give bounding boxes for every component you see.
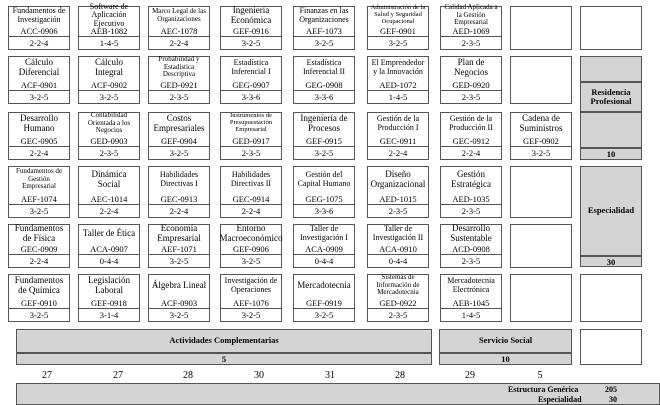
course-name: El Emprendedor y la Innovación [371,58,425,76]
course-code: GED-0921 [160,80,198,90]
course-credits: 3-2-5 [221,36,281,49]
course-credits: 1-4-5 [79,36,139,49]
empty-slot [510,274,572,322]
course-cell [148,224,210,268]
course-name: Ingeniería Económica [230,5,272,25]
course-cell [8,224,70,268]
course-credits: 2-3-5 [441,204,501,217]
course-cell [220,274,282,322]
generica-label: Estructura Genérica [508,385,579,394]
course-name: Habilidades Directivas II [230,170,272,188]
course-credits: 2-2-4 [79,204,139,217]
residencia-credits: 10 [580,148,642,160]
servicio-social-label: Servicio Social [439,329,572,353]
course-name: Cálculo Integral [95,57,123,77]
course-code: AED-1069 [452,26,490,36]
course-cell [367,112,429,160]
course-cell [440,3,502,50]
course-name: Taller de Investigación II [372,224,424,242]
course-name: Fundamentos de Física [14,223,64,243]
course-cell [440,112,502,160]
empty-slot [580,6,642,50]
course-credits: 3-3-6 [294,90,354,103]
course-name: Desarrollo Humano [20,113,58,133]
course-name: Taller de Investigación I [300,224,348,242]
course-name: Habilidades Directivas I [159,170,199,188]
empty-slot [510,6,572,50]
course-cell [367,274,429,322]
course-name: Gestión de la Producción I [376,114,420,132]
course-credits: 3-1-4 [79,308,139,321]
especialidad-summary-value: 30 [609,395,617,404]
course-credits: 3-3-6 [294,204,354,217]
course-credits: 2-3-5 [441,36,501,49]
course-cell [8,112,70,160]
course-cell [148,6,210,50]
course-credits: 3-2-5 [9,90,69,103]
course-credits: 2-2-4 [149,36,209,49]
course-cell [148,56,210,104]
course-code: GEF-0918 [91,298,127,308]
course-name: Cálculo Diferencial [18,57,60,77]
course-code: ACC-0906 [20,26,58,36]
course-code: AEF-1071 [161,244,197,254]
course-cell [78,274,140,322]
course-credits: 2-3-5 [221,146,281,159]
empty-slot [510,56,572,104]
course-cell [510,112,572,160]
course-credits: 0-4-4 [294,254,354,267]
course-code: GEF-0904 [161,136,197,146]
especialidad-credits: 30 [580,256,642,267]
course-code: AEB-1045 [452,298,490,308]
course-credits: 2-2-4 [441,146,501,159]
course-cell [367,224,429,268]
course-code: GEC-0912 [452,136,490,146]
course-code: GEF-0910 [21,298,57,308]
course-name: Probabilidad y Estadística Descriptiva [158,55,200,79]
course-cell [220,112,282,160]
course-code: ACA-0907 [90,244,128,254]
course-name: Fundamentos de Investigación [12,6,66,24]
servicio-social-credits: 10 [439,353,572,365]
course-credits: 1-4-5 [441,308,501,321]
course-name: Estadística Inferencial II [303,58,345,76]
course-code: GEF-0902 [523,136,559,146]
course-cell [220,224,282,268]
course-name: Investigación de Operaciones [224,276,278,294]
residencia-label: Residencia Profesional [580,82,642,112]
course-name: Taller de Ética [82,227,136,238]
course-code: GEF-0901 [380,26,416,36]
course-name: Ingeniería de Procesos [300,113,348,133]
empty-slot [510,166,572,218]
course-name: Gestión Estratégica [451,169,491,189]
course-credits: 2-3-5 [368,308,428,321]
course-credits: 3-2-5 [294,146,354,159]
semester-total: 28 [395,370,405,381]
course-cell [440,166,502,218]
course-name: Desarrollo Sustentable [450,223,492,243]
course-name: Economía Empresarial [157,223,201,243]
course-cell [78,166,140,218]
course-cell [293,166,355,218]
course-cell [440,274,502,322]
course-code: AEC-1078 [160,26,198,36]
course-cell [440,56,502,104]
course-cell [78,112,140,160]
course-name: Marco Legal de las Organizaciones [152,7,206,23]
generica-value: 205 [605,385,617,394]
course-cell [78,56,140,104]
semester-total: 28 [183,370,193,381]
semester-total: 27 [42,370,52,381]
course-code: ACA-0909 [305,244,343,254]
course-code: GEC-0911 [379,136,417,146]
course-cell [440,224,502,268]
course-credits: 2-2-4 [368,146,428,159]
course-name: Costos Empresariales [153,113,205,133]
course-code: AEB-1082 [90,26,128,36]
course-code: ACA-0910 [379,244,417,254]
course-code: AED-1015 [379,194,417,204]
course-cell [220,6,282,50]
course-code: GEF-0915 [306,136,342,146]
course-code: GED-0920 [452,80,490,90]
empty-slot [510,224,572,268]
course-credits: 3-2-5 [511,146,571,159]
course-cell [78,1,140,50]
course-name: Mercadotecnia Electrónica [447,276,495,294]
course-name: Contabilidad Orientada a los Negocios [87,111,131,135]
course-cell [220,56,282,104]
course-code: GEC-0913 [160,194,198,204]
course-code: GEC-0909 [20,244,58,254]
course-credits: 2-3-5 [368,204,428,217]
course-code: GEF-0916 [233,26,269,36]
course-credits: 3-2-5 [149,308,209,321]
empty-slot [580,274,642,322]
course-name: Estadística Inferencial I [231,58,271,76]
course-name: Fundamentos de Gestión Empresarial [15,167,63,191]
course-code: AEF-1074 [21,194,57,204]
course-name: Legislación Laboral [88,275,130,295]
actividades-complementarias-label: Actividades Complementarias [16,329,432,353]
course-credits: 2-2-4 [9,146,69,159]
course-code: GED-0922 [379,298,417,308]
course-credits: 3-2-5 [149,146,209,159]
course-credits: 3-2-5 [368,36,428,49]
course-code: ACF-0901 [20,80,58,90]
course-credits: 2-3-5 [441,90,501,103]
course-cell [367,6,429,50]
course-code: AEF-1076 [233,298,269,308]
semester-total: 27 [113,370,123,381]
course-name: Finanzas en las Organizaciones [299,6,349,24]
course-credits: 3-3-6 [221,90,281,103]
course-cell [293,56,355,104]
course-code: GEG-1075 [305,194,343,204]
especialidad-label: Especialidad [580,166,642,256]
actividades-complementarias-credits: 5 [16,353,432,365]
course-code: GED-0917 [232,136,270,146]
course-credits: 3-2-5 [221,308,281,321]
course-credits: 2-3-5 [441,254,501,267]
semester-total: 31 [325,370,335,381]
course-cell [220,166,282,218]
course-credits: 3-2-5 [9,204,69,217]
course-credits: 3-2-5 [79,90,139,103]
course-credits: 0-4-4 [79,254,139,267]
course-credits: 3-2-5 [294,308,354,321]
course-cell [8,6,70,50]
course-cell [293,6,355,50]
course-code: GEC-0905 [20,136,58,146]
course-name: Sistemas de Información de Mercadotecnia [376,273,420,297]
course-name: Instrumentos de Presupuestación Empresarial [229,112,273,133]
course-credits: 2-2-4 [9,254,69,267]
course-cell [78,224,140,268]
course-cell [293,224,355,268]
course-name: Álgebra Lineal [151,279,207,290]
course-code: GEG-0907 [232,80,270,90]
course-credits: 3-2-5 [294,36,354,49]
course-credits: 2-3-5 [79,146,139,159]
course-cell [293,274,355,322]
course-credits: 3-2-5 [149,254,209,267]
course-name: Plan de Negocios [454,57,488,77]
course-name: Diseño Organizacional [370,169,426,189]
course-name: Mercadotecnia [297,279,351,290]
course-cell [148,166,210,218]
course-name: Fundamentos de Química [14,275,64,295]
course-name: Calidad Aplicada a la Gestión Empresarial [444,3,498,27]
course-code: AED-1072 [379,80,417,90]
course-name: Gestión del Capital Humano [297,170,351,188]
residencia-body-block [580,112,642,148]
course-cell [367,56,429,104]
course-code: GEG-0908 [305,80,343,90]
course-credits: 2-3-5 [149,90,209,103]
semester-total: 5 [537,370,543,381]
course-credits: 2-2-4 [9,36,69,49]
residencia-top-block [580,56,642,82]
course-cell [8,166,70,218]
empty-slot [580,329,642,365]
semester-total: 30 [254,370,264,381]
course-cell [8,274,70,322]
course-cell [148,274,210,322]
course-name: Administración de la Salud y Seguridad Ocupacional [370,4,426,25]
course-cell [8,56,70,104]
course-code: AED-1035 [452,194,490,204]
course-code: AEF-1073 [306,26,342,36]
course-code: AEC-1014 [90,194,128,204]
semester-total: 29 [465,370,475,381]
course-code: GED-0903 [90,136,128,146]
course-code: ACF-0902 [90,80,128,90]
course-name: Gestión de la Producción II [449,114,493,132]
course-name: Entorno Macroeconómico [219,223,283,243]
course-credits: 2-2-4 [221,204,281,217]
course-credits: 3-2-5 [9,308,69,321]
course-credits: 3-2-5 [221,254,281,267]
course-name: Cadena de Suministros [519,113,563,133]
course-cell [367,166,429,218]
especialidad-summary-label: Especialidad [538,395,582,404]
course-credits: 0-4-4 [368,254,428,267]
course-code: ACF-0903 [160,298,198,308]
course-code: GEC-0914 [232,194,270,204]
course-code: GEF-0919 [306,298,342,308]
course-credits: 2-2-4 [149,204,209,217]
course-credits: 1-4-5 [368,90,428,103]
course-cell [293,112,355,160]
course-code: ACD-0908 [452,244,490,254]
course-name: Software de Aplicación Ejecutivo [89,1,129,28]
course-cell [148,112,210,160]
course-name: Dinámica Social [91,169,127,189]
course-code: GEF-0906 [233,244,269,254]
